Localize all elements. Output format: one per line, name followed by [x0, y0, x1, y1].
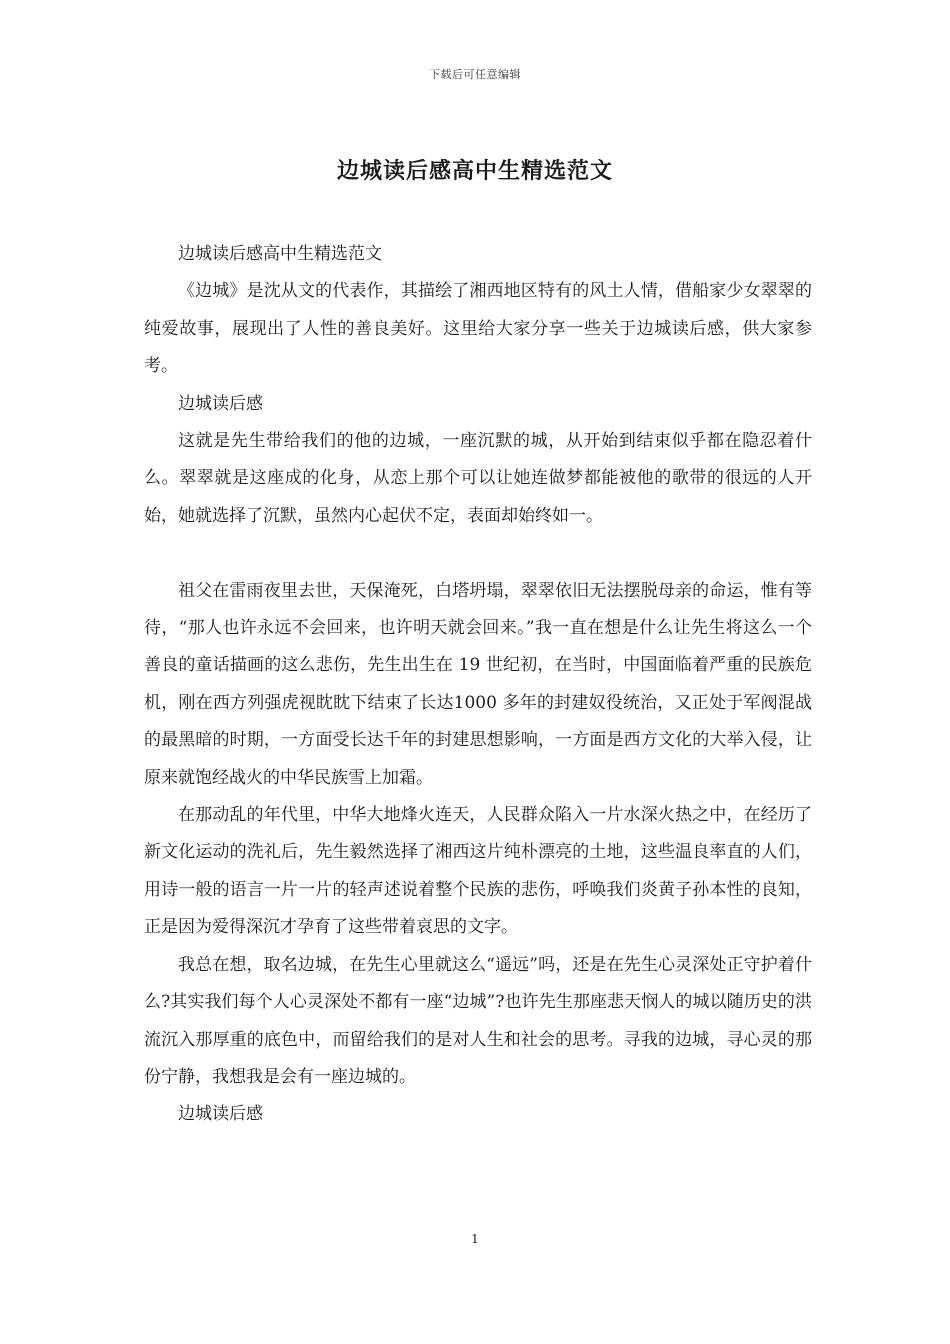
page-number: 1 — [471, 1232, 479, 1246]
paragraph: 祖父在雷雨夜里去世，天保淹死，白塔坍塌，翠翠依旧无法摆脱母亲的命运，惟有等待，“那人也许永远不会回来，也许明天就会回来。”我一直在想是什么让先生将这么一个善良的童话描画的这么悲伤，先生出生在 19 世纪初，在当时，中国面临着严重的民族危机，刚在西方列强虎视眈眈下结束了长达1000 多年的封建奴役统治，又正处于军阀混战的最黑暗的时期，一方面受长达千年的封建思想影响，一方面是西方文化的大举入侵，让原来就饱经战火的中华民族雪上加霜。 — [144, 580, 812, 788]
document-body — [144, 236, 812, 1134]
paragraph: 这就是先生带给我们的他的边城，一座沉默的城，从开始到结束似乎都在隐忍着什么。翠翠就是这座成的化身，从恋上那个可以让她连做梦都能被他的歌带的很远的人开始，她就选择了沉默，虽然内心起伏不定，表面却始终如一。 — [144, 431, 812, 526]
section-heading: 边城读后感 — [178, 393, 263, 414]
paragraph-subtitle: 边城读后感高中生精选范文 — [178, 244, 382, 264]
paragraph: 我总在想，取名边城，在先生心里就这么“遥远”吗，还是在先生心灵深处正守护着什么?其实我们每个人心灵深处不都有一座“边城”?也许先生那座悲天悯人的城以随历史的洪流沉入那厚重的底色中，而留给我们的是对人生和社会的思考。寻我的边城，寻心灵的那份宁静，我想我是会有一座边城的。 — [144, 954, 812, 1087]
document-title: 边城读后感高中生精选范文 — [336, 158, 613, 184]
paragraph-spacer — [144, 535, 812, 572]
paragraph: 在那动乱的年代里，中华大地烽火连天，人民群众陷入一片水深火热之中，在经历了新文化运动的洗礼后，先生毅然选择了湘西这片纯朴漂亮的土地，这些温良率直的人们，用诗一般的语言一片一片的轻声述说着整个民族的悲伤，呼唤我们炎黄子孙本性的良知，正是因为爱得深沉才孕育了这些带着哀思的文字。 — [144, 805, 812, 938]
section-heading: 边城读后感 — [178, 1104, 263, 1125]
paragraph-intro: 《边城》是沈从文的代表作，其描绘了湘西地区特有的风土人情，借船家少女翠翠的纯爱故事，展现出了人性的善良美好。这里给大家分享一些关于边城读后感，供大家参考。 — [144, 281, 812, 377]
header-note: 下载后可任意编辑 — [429, 68, 521, 81]
